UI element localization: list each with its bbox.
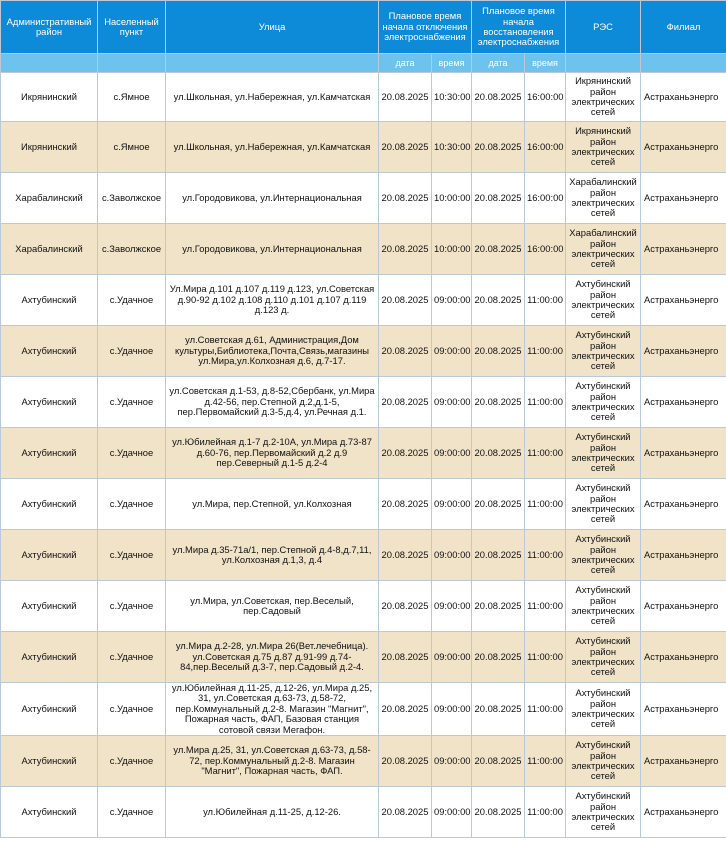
cell-street: ул.Юбилейная д.11-25, д.12-26. xyxy=(166,787,379,838)
cell-res: Ахтубинский район электрических сетей xyxy=(566,377,641,428)
cell-branch: Астраханьэнерго xyxy=(641,736,726,787)
cell-off-date: 20.08.2025 xyxy=(379,787,432,838)
cell-res: Ахтубинский район электрических сетей xyxy=(566,632,641,683)
cell-street: ул.Мира д.2-28, ул.Мира 26(Вет.лечебница). ул.Советская д.75 д.87 д.91-99 д.74-84,пер.Веселый д.3-7, пер.Садовый д.2-4. xyxy=(166,632,379,683)
cell-district: Харабалинский xyxy=(1,224,98,275)
cell-district: Ахтубинский xyxy=(1,581,98,632)
cell-off-time: 10:00:00 xyxy=(432,173,472,224)
cell-branch: Астраханьэнерго xyxy=(641,224,726,275)
cell-off-time: 09:00:00 xyxy=(432,530,472,581)
subheader-off-date: дата xyxy=(379,54,432,73)
cell-district: Ахтубинский xyxy=(1,632,98,683)
cell-res: Икрянинский район электрических сетей xyxy=(566,73,641,122)
cell-res: Ахтубинский район электрических сетей xyxy=(566,683,641,736)
cell-on-date: 20.08.2025 xyxy=(472,326,525,377)
cell-on-time: 16:00:00 xyxy=(525,122,566,173)
subheader-empty xyxy=(566,54,641,73)
cell-branch: Астраханьэнерго xyxy=(641,479,726,530)
cell-on-time: 16:00:00 xyxy=(525,73,566,122)
header-on-time: Плановое время начала восстановления электроснабжения xyxy=(472,1,566,54)
subheader-row xyxy=(1,54,726,73)
cell-off-time: 09:00:00 xyxy=(432,377,472,428)
table-row xyxy=(1,736,726,787)
cell-district: Ахтубинский xyxy=(1,787,98,838)
cell-locality: с.Удачное xyxy=(98,377,166,428)
cell-street: Ул.Мира д.101 д.107 д.119 д.123, ул.Советская д.90-92 д.102 д.108 д.110 д.101 д.107 д.119 д.123 д. xyxy=(166,275,379,326)
cell-on-date: 20.08.2025 xyxy=(472,683,525,736)
cell-on-time: 11:00:00 xyxy=(525,326,566,377)
cell-off-date: 20.08.2025 xyxy=(379,428,432,479)
cell-off-time: 09:00:00 xyxy=(432,632,472,683)
cell-res: Ахтубинский район электрических сетей xyxy=(566,530,641,581)
cell-district: Ахтубинский xyxy=(1,530,98,581)
header-res: РЭС xyxy=(566,1,641,54)
cell-street: ул.Советская д.61, Администрация,Дом культуры,Библиотека,Почта,Связь,магазины ул.Мира,ул.Колхозная д.6, д.7-17. xyxy=(166,326,379,377)
subheader-on-time: время xyxy=(525,54,566,73)
cell-on-time: 11:00:00 xyxy=(525,787,566,838)
table-row xyxy=(1,73,726,122)
cell-branch: Астраханьэнерго xyxy=(641,428,726,479)
cell-off-time: 09:00:00 xyxy=(432,581,472,632)
cell-off-time: 09:00:00 xyxy=(432,428,472,479)
cell-off-date: 20.08.2025 xyxy=(379,377,432,428)
cell-on-date: 20.08.2025 xyxy=(472,377,525,428)
cell-district: Икрянинский xyxy=(1,122,98,173)
subheader-empty xyxy=(641,54,726,73)
cell-on-date: 20.08.2025 xyxy=(472,530,525,581)
cell-on-time: 11:00:00 xyxy=(525,377,566,428)
cell-res: Икрянинский район электрических сетей xyxy=(566,122,641,173)
subheader-on-date: дата xyxy=(472,54,525,73)
header-off-time: Плановое время начала отключения электроснабжения xyxy=(379,1,472,54)
cell-street: ул.Мира, пер.Степной, ул.Колхозная xyxy=(166,479,379,530)
cell-district: Харабалинский xyxy=(1,173,98,224)
header-district: Административный район xyxy=(1,1,98,54)
cell-on-date: 20.08.2025 xyxy=(472,428,525,479)
cell-locality: с.Удачное xyxy=(98,275,166,326)
table-row xyxy=(1,377,726,428)
table-row xyxy=(1,326,726,377)
cell-locality: с.Удачное xyxy=(98,581,166,632)
cell-off-date: 20.08.2025 xyxy=(379,736,432,787)
cell-street: ул.Городовикова, ул.Интернациональная xyxy=(166,173,379,224)
cell-branch: Астраханьэнерго xyxy=(641,326,726,377)
cell-street: ул.Советская д.1-53, д.8-52,Сбербанк, ул.Мира д.42-56, пер.Степной д.2,д.1-5, пер.Первомайский д.3-5,д.4, ул.Речная д.1. xyxy=(166,377,379,428)
cell-street: ул.Городовикова, ул.Интернациональная xyxy=(166,224,379,275)
cell-district: Ахтубинский xyxy=(1,736,98,787)
cell-on-time: 11:00:00 xyxy=(525,632,566,683)
cell-street: ул.Мира, ул.Советская, пер.Веселый, пер.Садовый xyxy=(166,581,379,632)
header-row xyxy=(1,1,726,54)
cell-res: Харабалинский район электрических сетей xyxy=(566,224,641,275)
table-row xyxy=(1,479,726,530)
cell-off-time: 09:00:00 xyxy=(432,326,472,377)
cell-off-date: 20.08.2025 xyxy=(379,122,432,173)
cell-on-time: 11:00:00 xyxy=(525,683,566,736)
cell-on-time: 16:00:00 xyxy=(525,173,566,224)
cell-off-time: 10:30:00 xyxy=(432,122,472,173)
cell-branch: Астраханьэнерго xyxy=(641,173,726,224)
cell-off-date: 20.08.2025 xyxy=(379,479,432,530)
cell-on-date: 20.08.2025 xyxy=(472,73,525,122)
table-row xyxy=(1,122,726,173)
cell-res: Ахтубинский район электрических сетей xyxy=(566,275,641,326)
cell-off-time: 09:00:00 xyxy=(432,787,472,838)
cell-on-date: 20.08.2025 xyxy=(472,632,525,683)
cell-district: Ахтубинский xyxy=(1,683,98,736)
cell-locality: с.Удачное xyxy=(98,530,166,581)
cell-locality: с.Заволжское xyxy=(98,224,166,275)
table-row xyxy=(1,428,726,479)
cell-off-date: 20.08.2025 xyxy=(379,581,432,632)
subheader-empty xyxy=(98,54,166,73)
cell-on-time: 11:00:00 xyxy=(525,428,566,479)
header-street: Улица xyxy=(166,1,379,54)
cell-off-date: 20.08.2025 xyxy=(379,73,432,122)
cell-street: ул.Юбилейная д.11-25, д.12-26, ул.Мира д.25, 31, ул.Советская д.63-73, д.58-72, пер.Коммунальный д.2-8. Магазин "Магнит", Пожарная часть, ФАП, Базовая станция сотовой связи Мегафон. xyxy=(166,683,379,736)
cell-res: Ахтубинский район электрических сетей xyxy=(566,428,641,479)
cell-res: Ахтубинский район электрических сетей xyxy=(566,326,641,377)
cell-district: Ахтубинский xyxy=(1,275,98,326)
cell-locality: с.Удачное xyxy=(98,479,166,530)
cell-off-time: 10:30:00 xyxy=(432,73,472,122)
cell-off-time: 10:00:00 xyxy=(432,224,472,275)
cell-on-date: 20.08.2025 xyxy=(472,479,525,530)
cell-off-time: 09:00:00 xyxy=(432,275,472,326)
cell-street: ул.Школьная, ул.Набережная, ул.Камчатская xyxy=(166,122,379,173)
cell-on-date: 20.08.2025 xyxy=(472,787,525,838)
cell-street: ул.Мира д.35-71а/1, пер.Степной д.4-8,д.7,11, ул.Колхозная д.1,3, д.4 xyxy=(166,530,379,581)
table-row xyxy=(1,581,726,632)
cell-off-time: 09:00:00 xyxy=(432,683,472,736)
cell-district: Ахтубинский xyxy=(1,479,98,530)
cell-res: Харабалинский район электрических сетей xyxy=(566,173,641,224)
cell-off-time: 09:00:00 xyxy=(432,479,472,530)
cell-on-time: 11:00:00 xyxy=(525,275,566,326)
cell-locality: с.Удачное xyxy=(98,428,166,479)
cell-on-date: 20.08.2025 xyxy=(472,736,525,787)
cell-off-date: 20.08.2025 xyxy=(379,530,432,581)
cell-branch: Астраханьэнерго xyxy=(641,377,726,428)
table-row xyxy=(1,530,726,581)
cell-on-time: 11:00:00 xyxy=(525,479,566,530)
table-row xyxy=(1,224,726,275)
cell-on-date: 20.08.2025 xyxy=(472,173,525,224)
subheader-off-time: время xyxy=(432,54,472,73)
header-branch: Филиал xyxy=(641,1,726,54)
cell-branch: Астраханьэнерго xyxy=(641,683,726,736)
table-row xyxy=(1,632,726,683)
cell-off-date: 20.08.2025 xyxy=(379,326,432,377)
cell-locality: с.Удачное xyxy=(98,787,166,838)
cell-res: Ахтубинский район электрических сетей xyxy=(566,787,641,838)
table-row xyxy=(1,683,726,736)
cell-off-time: 09:00:00 xyxy=(432,736,472,787)
cell-locality: с.Удачное xyxy=(98,736,166,787)
cell-street: ул.Юбилейная д.1-7 д.2-10А, ул.Мира д.73-87 д.60-76, пер.Первомайский д.2 д.9 пер.Северный д.1-5 д.2-4 xyxy=(166,428,379,479)
cell-on-time: 11:00:00 xyxy=(525,530,566,581)
table-body xyxy=(1,73,726,838)
cell-district: Ахтубинский xyxy=(1,326,98,377)
cell-res: Ахтубинский район электрических сетей xyxy=(566,581,641,632)
subheader-empty xyxy=(1,54,98,73)
cell-branch: Астраханьэнерго xyxy=(641,530,726,581)
cell-on-time: 11:00:00 xyxy=(525,736,566,787)
cell-off-date: 20.08.2025 xyxy=(379,173,432,224)
cell-branch: Астраханьэнерго xyxy=(641,787,726,838)
cell-branch: Астраханьэнерго xyxy=(641,275,726,326)
cell-res: Ахтубинский район электрических сетей xyxy=(566,479,641,530)
cell-street: ул.Мира д.25, 31, ул.Советская д.63-73, д.58-72, пер.Коммунальный д.2-8. Магазин "Магнит", Пожарная часть, ФАП. xyxy=(166,736,379,787)
cell-on-date: 20.08.2025 xyxy=(472,224,525,275)
cell-district: Ахтубинский xyxy=(1,377,98,428)
cell-branch: Астраханьэнерго xyxy=(641,632,726,683)
cell-locality: с.Заволжское xyxy=(98,173,166,224)
cell-on-date: 20.08.2025 xyxy=(472,122,525,173)
cell-off-date: 20.08.2025 xyxy=(379,683,432,736)
table-row xyxy=(1,173,726,224)
cell-res: Ахтубинский район электрических сетей xyxy=(566,736,641,787)
cell-locality: с.Удачное xyxy=(98,683,166,736)
cell-on-date: 20.08.2025 xyxy=(472,581,525,632)
cell-off-date: 20.08.2025 xyxy=(379,632,432,683)
cell-district: Ахтубинский xyxy=(1,428,98,479)
table-row xyxy=(1,275,726,326)
cell-branch: Астраханьэнерго xyxy=(641,73,726,122)
cell-branch: Астраханьэнерго xyxy=(641,581,726,632)
cell-on-time: 16:00:00 xyxy=(525,224,566,275)
cell-district: Икрянинский xyxy=(1,73,98,122)
subheader-empty xyxy=(166,54,379,73)
cell-off-date: 20.08.2025 xyxy=(379,224,432,275)
cell-locality: с.Удачное xyxy=(98,632,166,683)
cell-branch: Астраханьэнерго xyxy=(641,122,726,173)
cell-street: ул.Школьная, ул.Набережная, ул.Камчатская xyxy=(166,73,379,122)
cell-on-time: 11:00:00 xyxy=(525,581,566,632)
cell-locality: с.Ямное xyxy=(98,122,166,173)
cell-locality: с.Удачное xyxy=(98,326,166,377)
table-row xyxy=(1,787,726,838)
cell-locality: с.Ямное xyxy=(98,73,166,122)
cell-on-date: 20.08.2025 xyxy=(472,275,525,326)
header-locality: Населенный пункт xyxy=(98,1,166,54)
cell-off-date: 20.08.2025 xyxy=(379,275,432,326)
